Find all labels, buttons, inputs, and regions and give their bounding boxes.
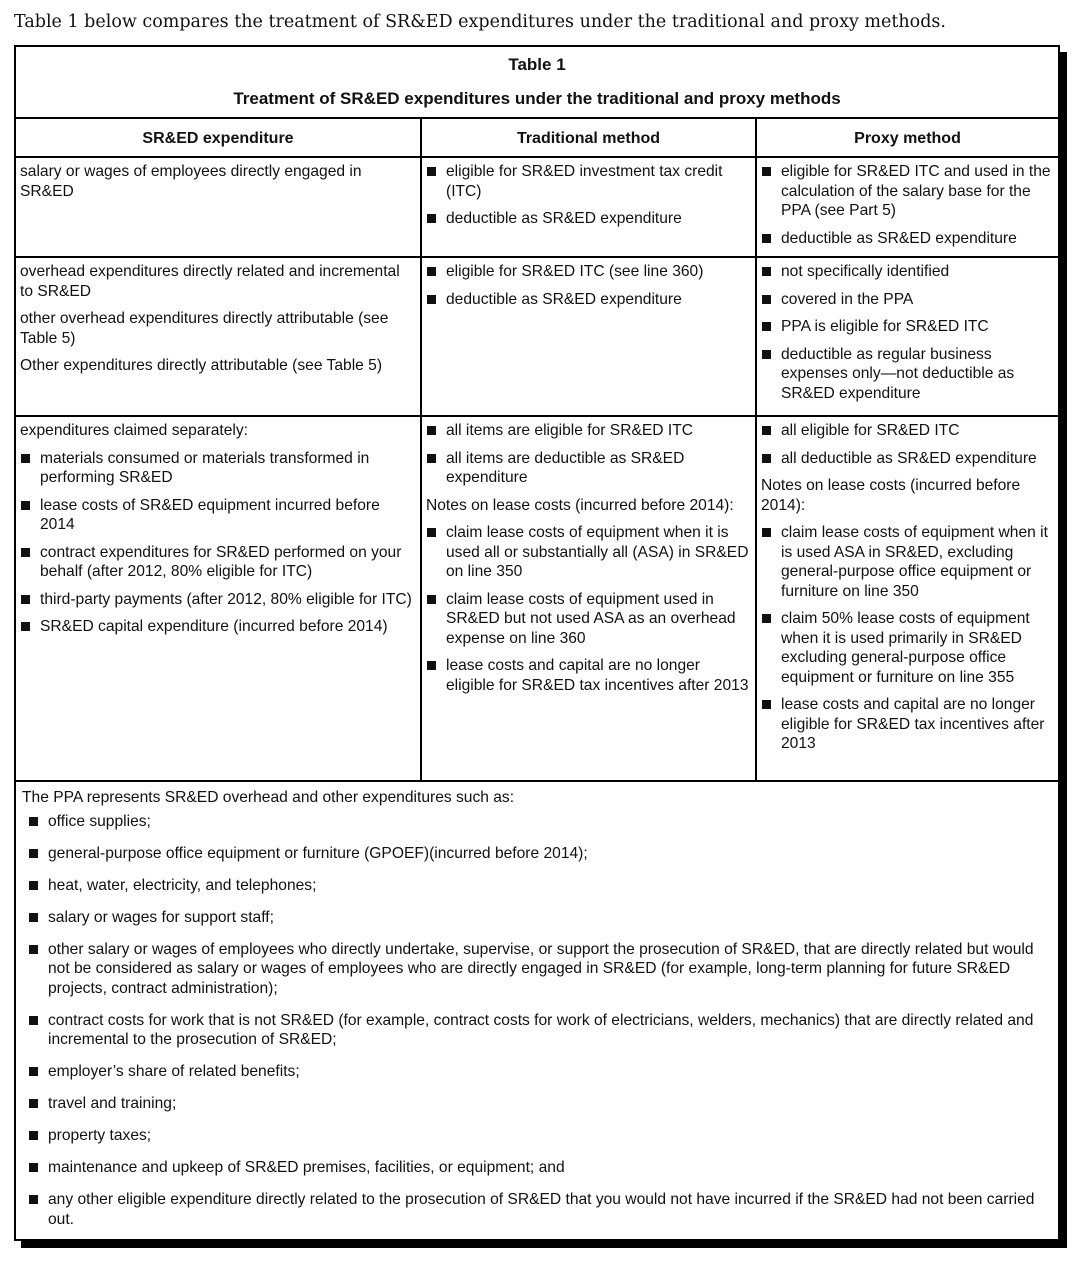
item-text: property taxes; (48, 1127, 152, 1144)
bullet-item (761, 421, 1054, 441)
item-text: SR&ED capital expenditure (incurred before 2014) (40, 618, 388, 635)
bullet-item (761, 449, 1054, 469)
treatment-table (16, 119, 1058, 1243)
item-text: maintenance and upkeep of SR&ED premises, facilities, or equipment; and (48, 1159, 565, 1176)
bullet-item (761, 695, 1054, 754)
bullet-square-icon (29, 1016, 38, 1025)
paragraph (761, 476, 1054, 515)
bullet-item (761, 229, 1054, 249)
bullet-square-icon (762, 267, 771, 276)
cell-traditional (421, 257, 756, 416)
bullet-item (22, 876, 1054, 896)
bullet-item (761, 290, 1054, 310)
item-text: materials consumed or materials transformed in performing SR&ED (40, 449, 370, 486)
bullet-square-icon (21, 595, 30, 604)
item-text: Notes on lease costs (incurred before 2014): (761, 477, 1021, 514)
bullet-item (22, 940, 1054, 999)
item-text: claim lease costs of equipment used in SR&ED but not used ASA as an overhead expense on line 360 (446, 590, 736, 647)
bullet-item (22, 1158, 1054, 1178)
item-text: all eligible for SR&ED ITC (781, 422, 960, 439)
item-text: expenditures claimed separately: (20, 422, 248, 439)
bullet-square-icon (427, 167, 436, 176)
paragraph (20, 356, 416, 376)
bullet-square-icon (427, 295, 436, 304)
item-text: lease costs and capital are no longer eligible for SR&ED tax incentives after 2013 (446, 657, 749, 694)
item-text: not specifically identified (781, 263, 950, 280)
bullet-item (20, 496, 416, 535)
bullet-item (761, 262, 1054, 282)
table-number: Table 1 (508, 55, 566, 74)
bullet-square-icon (762, 614, 771, 623)
bullet-square-icon (427, 267, 436, 276)
bullet-square-icon (427, 426, 436, 435)
bullet-item (761, 523, 1054, 601)
paragraph (20, 421, 416, 441)
item-text: eligible for SR&ED ITC (see line 360) (446, 263, 704, 280)
item-text: heat, water, electricity, and telephones; (48, 876, 317, 894)
intro-sentence: Table 1 below compares the treatment of SR&ED expenditures under the traditional and proxy methods. (14, 12, 946, 32)
table-title-area (16, 47, 1058, 119)
item-text: deductible as regular business expenses only—not deductible as SR&ED expenditure (781, 345, 1015, 402)
bullet-square-icon (762, 322, 771, 331)
bullet-square-icon (21, 622, 30, 631)
cell-expenditure (16, 257, 421, 416)
bullet-square-icon (762, 350, 771, 359)
bullet-item (426, 449, 751, 488)
item-text: third-party payments (after 2012, 80% eligible for ITC) (40, 590, 412, 608)
cell-expenditure (16, 416, 421, 781)
header-sred-expenditure: SR&ED expenditure (16, 119, 421, 157)
bullet-item (22, 844, 1054, 864)
bullet-square-icon (427, 528, 436, 537)
bullet-square-icon (29, 1131, 38, 1140)
item-text: salary or wages of employees directly engaged in SR&ED (20, 163, 362, 200)
bullet-square-icon (29, 1195, 38, 1204)
item-text: claim lease costs of equipment when it is used ASA in SR&ED, excluding general-purpose office equipment or furniture on line 350 (781, 524, 1048, 600)
item-text: overhead expenditures directly related and incremental to SR&ED (20, 263, 400, 300)
bullet-item (426, 421, 751, 441)
item-text: covered in the PPA (781, 290, 914, 308)
item-text: other salary or wages of employees who directly undertake, supervise, or support the prosecution of SR&ED, that are directly related but would not be considered as salary or wages of employees who are directly engaged in SR&ED (for example, long-term planning for future SR&ED projects, contract administration); (48, 940, 1034, 997)
bullet-square-icon (29, 913, 38, 922)
bullet-item (761, 609, 1054, 687)
item-text: Other expenditures directly attributable (see Table 5) (20, 357, 383, 374)
paragraph (426, 496, 751, 516)
item-text: all items are deductible as SR&ED expenditure (446, 449, 685, 486)
item-text: claim lease costs of equipment when it is used all or substantially all (ASA) in SR&ED on line 350 (446, 524, 749, 580)
bullet-square-icon (762, 426, 771, 435)
table-1-frame (14, 45, 1060, 1241)
bullet-square-icon (29, 1163, 38, 1172)
item-text: contract costs for work that is not SR&ED (for example, contract costs for work of electricians, welders, mechanics) that are directly related and incremental to the prosecution of SR&ED; (48, 1011, 1034, 1048)
bullet-item (426, 262, 751, 282)
bullet-item (761, 162, 1054, 221)
bullet-item (22, 1190, 1054, 1229)
item-text: all deductible as SR&ED expenditure (781, 449, 1037, 467)
item-text: The PPA represents SR&ED overhead and other expenditures such as: (22, 789, 515, 806)
bullet-square-icon (29, 1067, 38, 1076)
cell-expenditure (16, 157, 421, 257)
bullet-item (22, 1126, 1054, 1146)
item-text: deductible as SR&ED expenditure (446, 290, 682, 308)
table-row (16, 257, 1058, 416)
bullet-item (22, 1011, 1054, 1050)
item-text: eligible for SR&ED ITC and used in the calculation of the salary base for the PPA (see Part 5) (781, 163, 1051, 219)
bullet-square-icon (762, 167, 771, 176)
bullet-item (22, 1094, 1054, 1114)
cell-proxy (756, 416, 1058, 781)
item-text: office supplies; (48, 812, 151, 830)
bullet-square-icon (29, 817, 38, 826)
bullet-square-icon (21, 454, 30, 463)
bullet-square-icon (762, 528, 771, 537)
bullet-square-icon (21, 548, 30, 557)
paragraph (20, 162, 416, 201)
item-text: other overhead expenditures directly attributable (see Table 5) (20, 310, 389, 347)
table-title: Treatment of SR&ED expenditures under the traditional and proxy methods (233, 89, 841, 108)
paragraph (22, 788, 1054, 808)
item-text: travel and training; (48, 1095, 177, 1112)
table-row (16, 416, 1058, 781)
item-text: contract expenditures for SR&ED performed on your behalf (after 2012, 80% eligible for ITC) (40, 543, 402, 580)
cell-proxy (756, 257, 1058, 416)
bullet-item (426, 656, 751, 695)
item-text: general-purpose office equipment or furniture (GPOEF)(incurred before 2014); (48, 844, 588, 862)
bullet-item (20, 590, 416, 610)
bullet-square-icon (427, 454, 436, 463)
bullet-item (761, 345, 1054, 404)
cell-proxy (756, 157, 1058, 257)
ppa-cell (16, 781, 1058, 1243)
item-text: PPA is eligible for SR&ED ITC (781, 318, 989, 335)
bullet-square-icon (762, 295, 771, 304)
bullet-square-icon (762, 700, 771, 709)
bullet-item (20, 449, 416, 488)
cell-traditional (421, 157, 756, 257)
item-text: employer’s share of related benefits; (48, 1063, 300, 1080)
bullet-item (20, 543, 416, 582)
item-text: all items are eligible for SR&ED ITC (446, 422, 693, 439)
cell-traditional (421, 416, 756, 781)
bullet-item (426, 162, 751, 201)
ppa-row (16, 781, 1058, 1243)
header-proxy-method: Proxy method (756, 119, 1058, 157)
header-row (16, 119, 1058, 157)
bullet-item (20, 617, 416, 637)
item-text: any other eligible expenditure directly related to the prosecution of SR&ED that you would not have incurred if the SR&ED had not been carried out. (48, 1191, 1035, 1228)
item-text: salary or wages for support staff; (48, 908, 274, 926)
bullet-item (22, 1062, 1054, 1082)
item-text: eligible for SR&ED investment tax credit (ITC) (446, 163, 723, 200)
bullet-item (22, 908, 1054, 928)
header-traditional-method: Traditional method (421, 119, 756, 157)
item-text: lease costs and capital are no longer eligible for SR&ED tax incentives after 2013 (781, 696, 1045, 752)
bullet-square-icon (29, 881, 38, 890)
bullet-item (426, 290, 751, 310)
item-text: Notes on lease costs (incurred before 2014): (426, 496, 734, 514)
bullet-item (22, 812, 1054, 832)
bullet-square-icon (427, 214, 436, 223)
bullet-square-icon (762, 234, 771, 243)
bullet-square-icon (427, 595, 436, 604)
bullet-square-icon (29, 849, 38, 858)
item-text: deductible as SR&ED expenditure (781, 229, 1017, 247)
bullet-square-icon (762, 454, 771, 463)
item-text: deductible as SR&ED expenditure (446, 210, 682, 227)
bullet-item (426, 523, 751, 582)
paragraph (20, 309, 416, 348)
bullet-square-icon (427, 661, 436, 670)
paragraph (20, 262, 416, 301)
bullet-item (761, 317, 1054, 337)
bullet-item (426, 590, 751, 649)
bullet-square-icon (29, 945, 38, 954)
bullet-square-icon (29, 1099, 38, 1108)
item-text: lease costs of SR&ED equipment incurred before 2014 (40, 496, 380, 533)
item-text: claim 50% lease costs of equipment when it is used primarily in SR&ED excluding general-purpose office equipment or furniture on line 355 (781, 610, 1030, 686)
table-row (16, 157, 1058, 257)
bullet-item (426, 209, 751, 229)
bullet-square-icon (21, 501, 30, 510)
